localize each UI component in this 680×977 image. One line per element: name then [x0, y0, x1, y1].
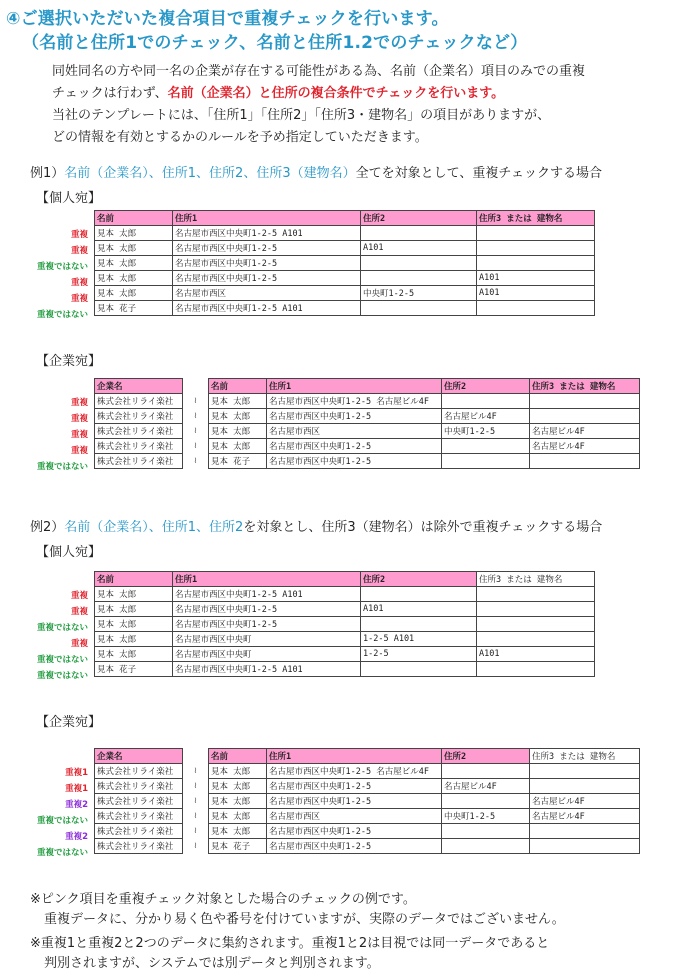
table-cell: 見本 太郎 [209, 439, 267, 454]
table-row [95, 617, 595, 632]
table-cell: A101 [477, 286, 595, 301]
table-cell: 見本 太郎 [95, 271, 173, 286]
table-cell: 株式会社リライ楽社 [95, 424, 183, 439]
note-line-3: ※重複1と重複2と2つのデータに集約されます。重複1と2は目視では同一データであると [30, 936, 550, 951]
table-cell: 名古屋市西区中央町1-2-5 [267, 824, 442, 839]
duplicate-status-label: 重複 [70, 278, 88, 288]
table-row [95, 647, 595, 662]
table-cell: 中央町1-2-5 [442, 424, 530, 439]
page-title: ④ご選択いただいた複合項目で重複チェックを行います。 [6, 9, 449, 29]
column-header: 住所1 [267, 749, 442, 764]
table-cell: A101 [361, 602, 477, 617]
example1-corporate-label: 【企業宛】 [36, 354, 102, 369]
table-cell: 名古屋ビル4F [530, 794, 640, 809]
table-cell: 見本 太郎 [95, 241, 173, 256]
duplicate-status-label: 重複 [70, 246, 88, 256]
table-cell: 名古屋ビル4F [442, 409, 530, 424]
table-cell [361, 617, 477, 632]
duplicate-status-label: 重複 [70, 446, 88, 456]
table-cell: 株式会社リライ楽社 [95, 394, 183, 409]
table-cell [361, 271, 477, 286]
table-cell [530, 409, 640, 424]
column-header: 名前 [95, 211, 173, 226]
table-cell: 見本 花子 [209, 839, 267, 854]
table-cell [442, 764, 530, 779]
example2-individual-label: 【個人宛】 [36, 545, 102, 560]
column-header: 住所2 [442, 749, 530, 764]
column-break-mark: ≀ [183, 779, 209, 794]
column-header: 住所1 [173, 572, 361, 587]
table-row [95, 241, 595, 256]
table-cell: 名古屋市西区中央町1-2-5 [267, 454, 442, 469]
example2-corporate-label: 【企業宛】 [36, 715, 102, 730]
example1-heading [30, 162, 602, 181]
example1-prefix: 例1） [30, 166, 65, 181]
example1-corporate-table [94, 378, 640, 469]
table-cell: 名古屋ビル4F [530, 424, 640, 439]
duplicate-status-label: 重複 [70, 230, 88, 240]
table-cell: 名古屋市西区 [267, 424, 442, 439]
column-header: 企業名 [95, 379, 183, 394]
table-cell: 名古屋市西区中央町1-2-5 [267, 779, 442, 794]
column-header: 住所3 または 建物名 [530, 749, 640, 764]
column-break-mark: ≀ [183, 794, 209, 809]
intro-line-2-text: チェックは行わず、 [52, 86, 168, 101]
table-cell: 見本 花子 [95, 662, 173, 677]
table-row [95, 764, 640, 779]
table-cell [477, 256, 595, 271]
table-header-row [95, 572, 595, 587]
table-cell [361, 301, 477, 316]
table-cell: 株式会社リライ楽社 [95, 824, 183, 839]
table-cell [530, 394, 640, 409]
table-cell: 名古屋市西区中央町1-2-5 [173, 602, 361, 617]
table-cell: 中央町1-2-5 [442, 809, 530, 824]
table-cell: A101 [361, 241, 477, 256]
duplicate-status-label: 重複ではない [36, 262, 88, 272]
table-cell: 見本 花子 [95, 301, 173, 316]
table-cell: 名古屋市西区中央町1-2-5 [173, 241, 361, 256]
duplicate-status-label: 重複 [70, 430, 88, 440]
column-header: 住所2 [361, 572, 477, 587]
table-cell [530, 779, 640, 794]
example2-corporate-table [94, 748, 640, 854]
intro-line-2-emphasis: 名前（企業名）と住所の複合条件でチェックを行います。 [167, 86, 505, 101]
duplicate-status-label: 重複1 [65, 768, 88, 778]
duplicate-status-label: 重複 [70, 639, 88, 649]
column-break-mark: ≀ [183, 409, 209, 424]
table-cell: 名古屋ビル4F [530, 439, 640, 454]
table-cell: 1-2-5 [361, 647, 477, 662]
table-cell: 名古屋市西区中央町1-2-5 A101 [173, 662, 361, 677]
example1-individual-label: 【個人宛】 [36, 191, 102, 206]
table-cell [477, 602, 595, 617]
table-cell [477, 226, 595, 241]
table-cell: 見本 太郎 [95, 647, 173, 662]
note-line-1: ※ピンク項目を重複チェック対象とした場合のチェックの例です。 [30, 892, 416, 907]
intro-line-4: どの情報を有効とするかのルールを予め指定していただきます。 [52, 130, 428, 145]
table-row [95, 271, 595, 286]
table-row [95, 662, 595, 677]
column-header: 住所3 または 建物名 [477, 572, 595, 587]
table-cell [530, 824, 640, 839]
example1-suffix: 全てを対象として、重複チェックする場合 [355, 166, 602, 181]
column-header: 住所2 [361, 211, 477, 226]
table-row [95, 286, 595, 301]
table-cell: 見本 太郎 [209, 764, 267, 779]
column-header: 住所3 または 建物名 [530, 379, 640, 394]
column-header: 住所3 または 建物名 [477, 211, 595, 226]
table-row [95, 454, 640, 469]
table-cell: 見本 太郎 [95, 256, 173, 271]
column-header: 名前 [95, 572, 173, 587]
table-row [95, 394, 640, 409]
table-cell [361, 226, 477, 241]
example2-suffix: を対象とし、住所3（建物名）は除外で重複チェックする場合 [243, 520, 603, 535]
duplicate-status-label: 重複ではない [36, 848, 88, 858]
table-header-row [95, 749, 640, 764]
column-break-mark: ≀ [183, 439, 209, 454]
table-cell: 株式会社リライ楽社 [95, 839, 183, 854]
column-break [183, 379, 209, 394]
table-row [95, 587, 595, 602]
table-cell: 見本 太郎 [95, 617, 173, 632]
table-cell [477, 617, 595, 632]
table-cell: 株式会社リライ楽社 [95, 809, 183, 824]
table-cell: 見本 太郎 [95, 286, 173, 301]
table-cell: 見本 太郎 [209, 394, 267, 409]
table-cell [442, 454, 530, 469]
column-break-mark: ≀ [183, 454, 209, 469]
table-row [95, 602, 595, 617]
table-cell [530, 839, 640, 854]
table-row [95, 824, 640, 839]
table-cell: 名古屋市西区中央町 [173, 647, 361, 662]
intro-line-3: 当社のテンプレートには、「住所1」「住所2」「住所3・建物名」の項目がありますが、 [52, 108, 551, 123]
table-cell [361, 256, 477, 271]
table-row [95, 839, 640, 854]
table-cell: 中央町1-2-5 [361, 286, 477, 301]
table-cell: A101 [477, 647, 595, 662]
column-header: 名前 [209, 749, 267, 764]
example1-targets: 名前（企業名）、住所1、住所2、住所3（建物名） [64, 166, 356, 181]
table-cell: 名古屋市西区中央町 [173, 632, 361, 647]
duplicate-status-label: 重複ではない [36, 462, 88, 472]
table-cell: 名古屋市西区中央町1-2-5 [267, 839, 442, 854]
table-row [95, 794, 640, 809]
column-header: 住所1 [267, 379, 442, 394]
note-line-4: 判別されますが、システムでは別データと判別されます。 [44, 956, 380, 971]
table-cell [442, 394, 530, 409]
table-cell: 株式会社リライ楽社 [95, 764, 183, 779]
intro-line-1: 同姓同名の方や同一名の企業が存在する可能性がある為、名前（企業名）項目のみでの重複 [52, 64, 586, 79]
table-cell [477, 632, 595, 647]
duplicate-status-label: 重複ではない [36, 655, 88, 665]
column-break-mark: ≀ [183, 424, 209, 439]
table-row [95, 809, 640, 824]
table-cell [477, 301, 595, 316]
table-cell: 見本 太郎 [95, 226, 173, 241]
table-row [95, 632, 595, 647]
duplicate-status-label: 重複ではない [36, 310, 88, 320]
table-cell: 見本 花子 [209, 454, 267, 469]
column-break-mark: ≀ [183, 839, 209, 854]
table-row [95, 226, 595, 241]
column-break-mark: ≀ [183, 764, 209, 779]
example2-heading [30, 516, 602, 535]
column-header: 住所2 [442, 379, 530, 394]
duplicate-status-label: 重複 [70, 607, 88, 617]
table-cell: 見本 太郎 [95, 587, 173, 602]
table-cell: 名古屋市西区中央町1-2-5 [267, 794, 442, 809]
table-cell: 見本 太郎 [95, 602, 173, 617]
duplicate-status-label: 重複 [70, 398, 88, 408]
table-cell [361, 587, 477, 602]
table-row [95, 256, 595, 271]
table-cell [530, 454, 640, 469]
table-cell [530, 764, 640, 779]
table-header-row [95, 211, 595, 226]
table-cell: 名古屋市西区中央町1-2-5 [173, 617, 361, 632]
example2-individual-table [94, 571, 595, 677]
duplicate-status-label: 重複ではない [36, 816, 88, 826]
duplicate-status-label: 重複2 [65, 832, 88, 842]
table-cell: 名古屋ビル4F [442, 779, 530, 794]
intro-line-2 [52, 82, 504, 101]
table-cell [361, 662, 477, 677]
duplicate-status-label: 重複ではない [36, 671, 88, 681]
duplicate-status-label: 重複 [70, 414, 88, 424]
column-break-mark: ≀ [183, 809, 209, 824]
column-header: 企業名 [95, 749, 183, 764]
table-cell: 名古屋市西区中央町1-2-5 [267, 409, 442, 424]
table-row [95, 301, 595, 316]
column-header: 名前 [209, 379, 267, 394]
table-cell: 見本 太郎 [209, 779, 267, 794]
table-cell: 名古屋市西区中央町1-2-5 名古屋ビル4F [267, 764, 442, 779]
table-cell: A101 [477, 271, 595, 286]
example1-individual-table [94, 210, 595, 316]
table-cell: 名古屋市西区 [267, 809, 442, 824]
example2-targets: 名前（企業名）、住所1、住所2 [64, 520, 244, 535]
table-cell [442, 794, 530, 809]
table-cell: 名古屋ビル4F [530, 809, 640, 824]
table-cell: 名古屋市西区中央町1-2-5 [173, 271, 361, 286]
table-cell: 見本 太郎 [209, 409, 267, 424]
table-cell: 名古屋市西区中央町1-2-5 A101 [173, 587, 361, 602]
duplicate-status-label: 重複1 [65, 784, 88, 794]
table-cell: 株式会社リライ楽社 [95, 779, 183, 794]
table-row [95, 409, 640, 424]
column-break-mark: ≀ [183, 824, 209, 839]
table-cell: 1-2-5 A101 [361, 632, 477, 647]
table-cell: 見本 太郎 [95, 632, 173, 647]
table-cell [477, 587, 595, 602]
table-cell: 見本 太郎 [209, 794, 267, 809]
table-cell: 名古屋市西区中央町1-2-5 A101 [173, 301, 361, 316]
duplicate-status-label: 重複 [70, 591, 88, 601]
table-cell: 見本 太郎 [209, 424, 267, 439]
table-cell [442, 824, 530, 839]
table-cell: 名古屋市西区 [173, 286, 361, 301]
table-cell: 名古屋市西区中央町1-2-5 [267, 439, 442, 454]
table-cell: 見本 太郎 [209, 809, 267, 824]
table-row [95, 424, 640, 439]
duplicate-status-label: 重複2 [65, 800, 88, 810]
table-row [95, 779, 640, 794]
column-break [183, 749, 209, 764]
table-cell [477, 241, 595, 256]
table-cell: 見本 太郎 [209, 824, 267, 839]
table-row [95, 439, 640, 454]
table-cell: 名古屋市西区中央町1-2-5 [173, 256, 361, 271]
duplicate-status-label: 重複ではない [36, 623, 88, 633]
table-cell: 株式会社リライ楽社 [95, 409, 183, 424]
table-cell [442, 839, 530, 854]
table-cell: 株式会社リライ楽社 [95, 454, 183, 469]
table-cell [442, 439, 530, 454]
table-cell: 名古屋市西区中央町1-2-5 A101 [173, 226, 361, 241]
table-header-row [95, 379, 640, 394]
table-cell [477, 662, 595, 677]
table-cell: 株式会社リライ楽社 [95, 794, 183, 809]
table-cell: 株式会社リライ楽社 [95, 439, 183, 454]
duplicate-status-label: 重複 [70, 294, 88, 304]
table-cell: 名古屋市西区中央町1-2-5 名古屋ビル4F [267, 394, 442, 409]
column-break-mark: ≀ [183, 394, 209, 409]
note-line-2: 重複データに、分かり易く色や番号を付けていますが、実際のデータではございません。 [44, 912, 565, 927]
example2-prefix: 例2） [30, 520, 65, 535]
page-subtitle: （名前と住所1でのチェック、名前と住所1.2でのチェックなど） [22, 33, 528, 53]
column-header: 住所1 [173, 211, 361, 226]
